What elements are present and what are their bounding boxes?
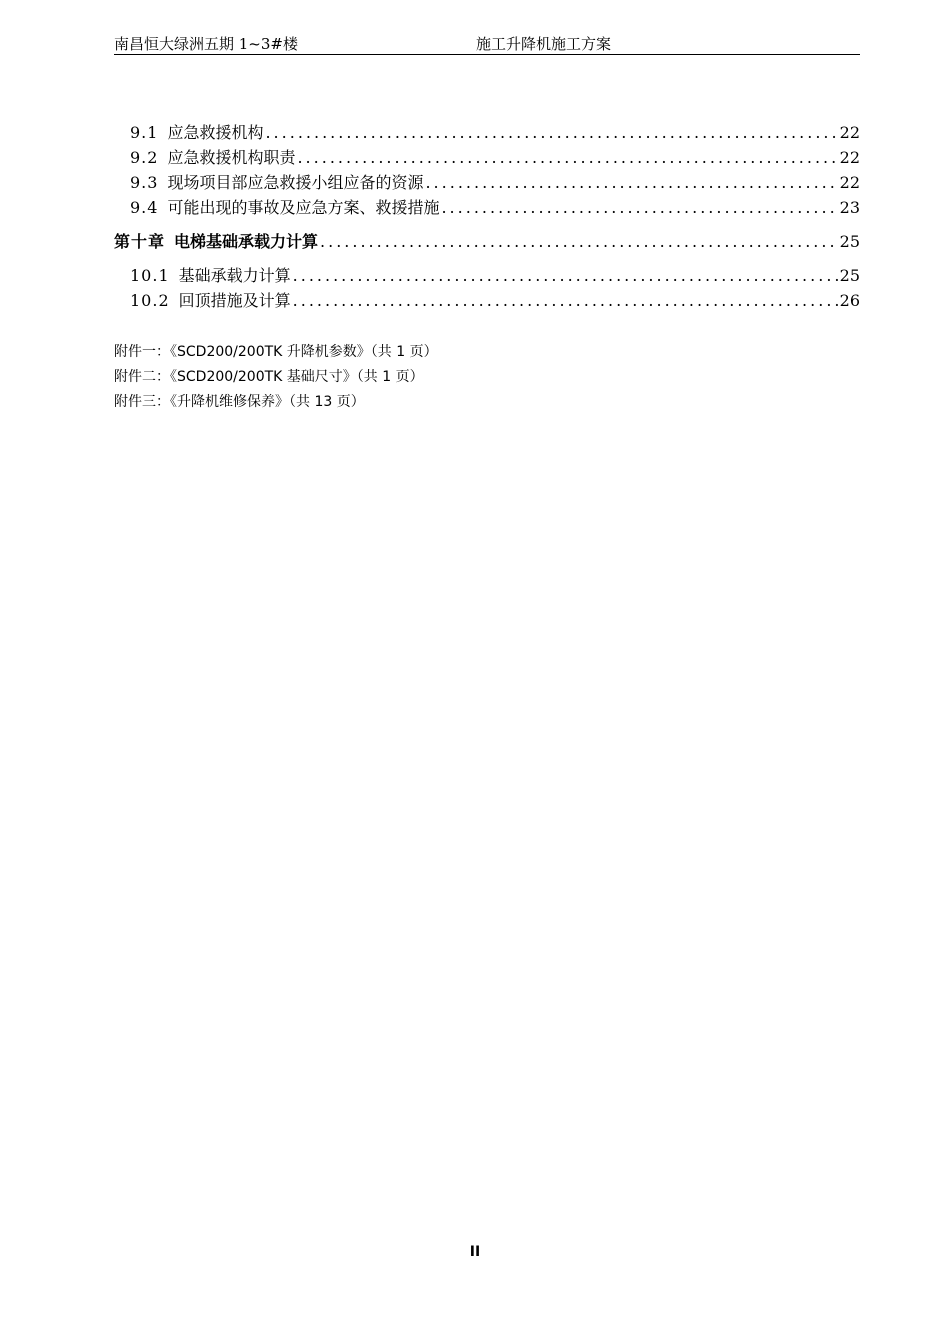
page-number: II <box>469 1244 481 1260</box>
toc-entry-title: 现场项目部应急救援小组应备的资源 <box>167 173 424 192</box>
toc-chapter-10[interactable] <box>114 229 860 254</box>
toc-entry-page: 25 <box>839 266 860 285</box>
appendix-list <box>114 340 438 415</box>
toc-entry-title: 应急救援机构 <box>167 123 264 142</box>
toc-entry-10-2[interactable] <box>114 288 860 313</box>
toc-entry-10-1[interactable] <box>114 263 860 288</box>
toc-entry-9-3[interactable] <box>114 170 860 195</box>
toc-leader-dots <box>297 145 837 170</box>
toc-entry-9-2[interactable] <box>114 145 860 170</box>
toc-entry-page: 22 <box>839 173 860 192</box>
toc-entry-number: 10.1 <box>130 266 170 285</box>
toc-entry-title: 回顶措施及计算 <box>178 291 291 310</box>
page-header <box>114 34 860 55</box>
appendix-item-2: 附件二：《SCD200/200TK 基础尺寸》（共 1 页） <box>114 369 424 385</box>
appendix-item-1: 附件一：《SCD200/200TK 升降机参数》（共 1 页） <box>114 344 438 360</box>
toc-entry-9-1[interactable] <box>114 120 860 145</box>
toc-chapter-title: 电梯基础承载力计算 <box>174 232 319 251</box>
toc-entry-page: 22 <box>839 148 860 167</box>
header-project-name: 南昌恒大绿洲五期 1~3#楼 <box>114 35 298 53</box>
toc-chapter-number: 第十章 <box>114 232 166 251</box>
toc-entry-9-4[interactable] <box>114 195 860 220</box>
toc-entry-number: 9.4 <box>130 198 159 217</box>
toc-leader-dots <box>293 288 838 313</box>
table-of-contents <box>114 120 860 313</box>
toc-entry-page: 23 <box>839 198 860 217</box>
toc-leader-dots <box>425 170 837 195</box>
toc-entry-number: 9.1 <box>130 123 159 142</box>
toc-entry-title: 可能出现的事故及应急方案、救援措施 <box>167 198 440 217</box>
toc-entry-page: 22 <box>839 123 860 142</box>
toc-leader-dots <box>293 263 838 288</box>
header-document-title: 施工升降机施工方案 <box>476 35 612 53</box>
toc-entry-page: 26 <box>839 291 860 310</box>
toc-leader-dots <box>320 229 838 254</box>
appendix-item-3: 附件三：《升降机维修保养》（共 13 页） <box>114 394 365 410</box>
toc-entry-title: 应急救援机构职责 <box>167 148 296 167</box>
toc-leader-dots <box>265 120 837 145</box>
toc-entry-number: 9.3 <box>130 173 159 192</box>
toc-entry-number: 9.2 <box>130 148 159 167</box>
toc-chapter-page: 25 <box>839 232 860 251</box>
toc-entry-title: 基础承载力计算 <box>178 266 291 285</box>
toc-entry-number: 10.2 <box>130 291 170 310</box>
toc-leader-dots <box>441 195 837 220</box>
